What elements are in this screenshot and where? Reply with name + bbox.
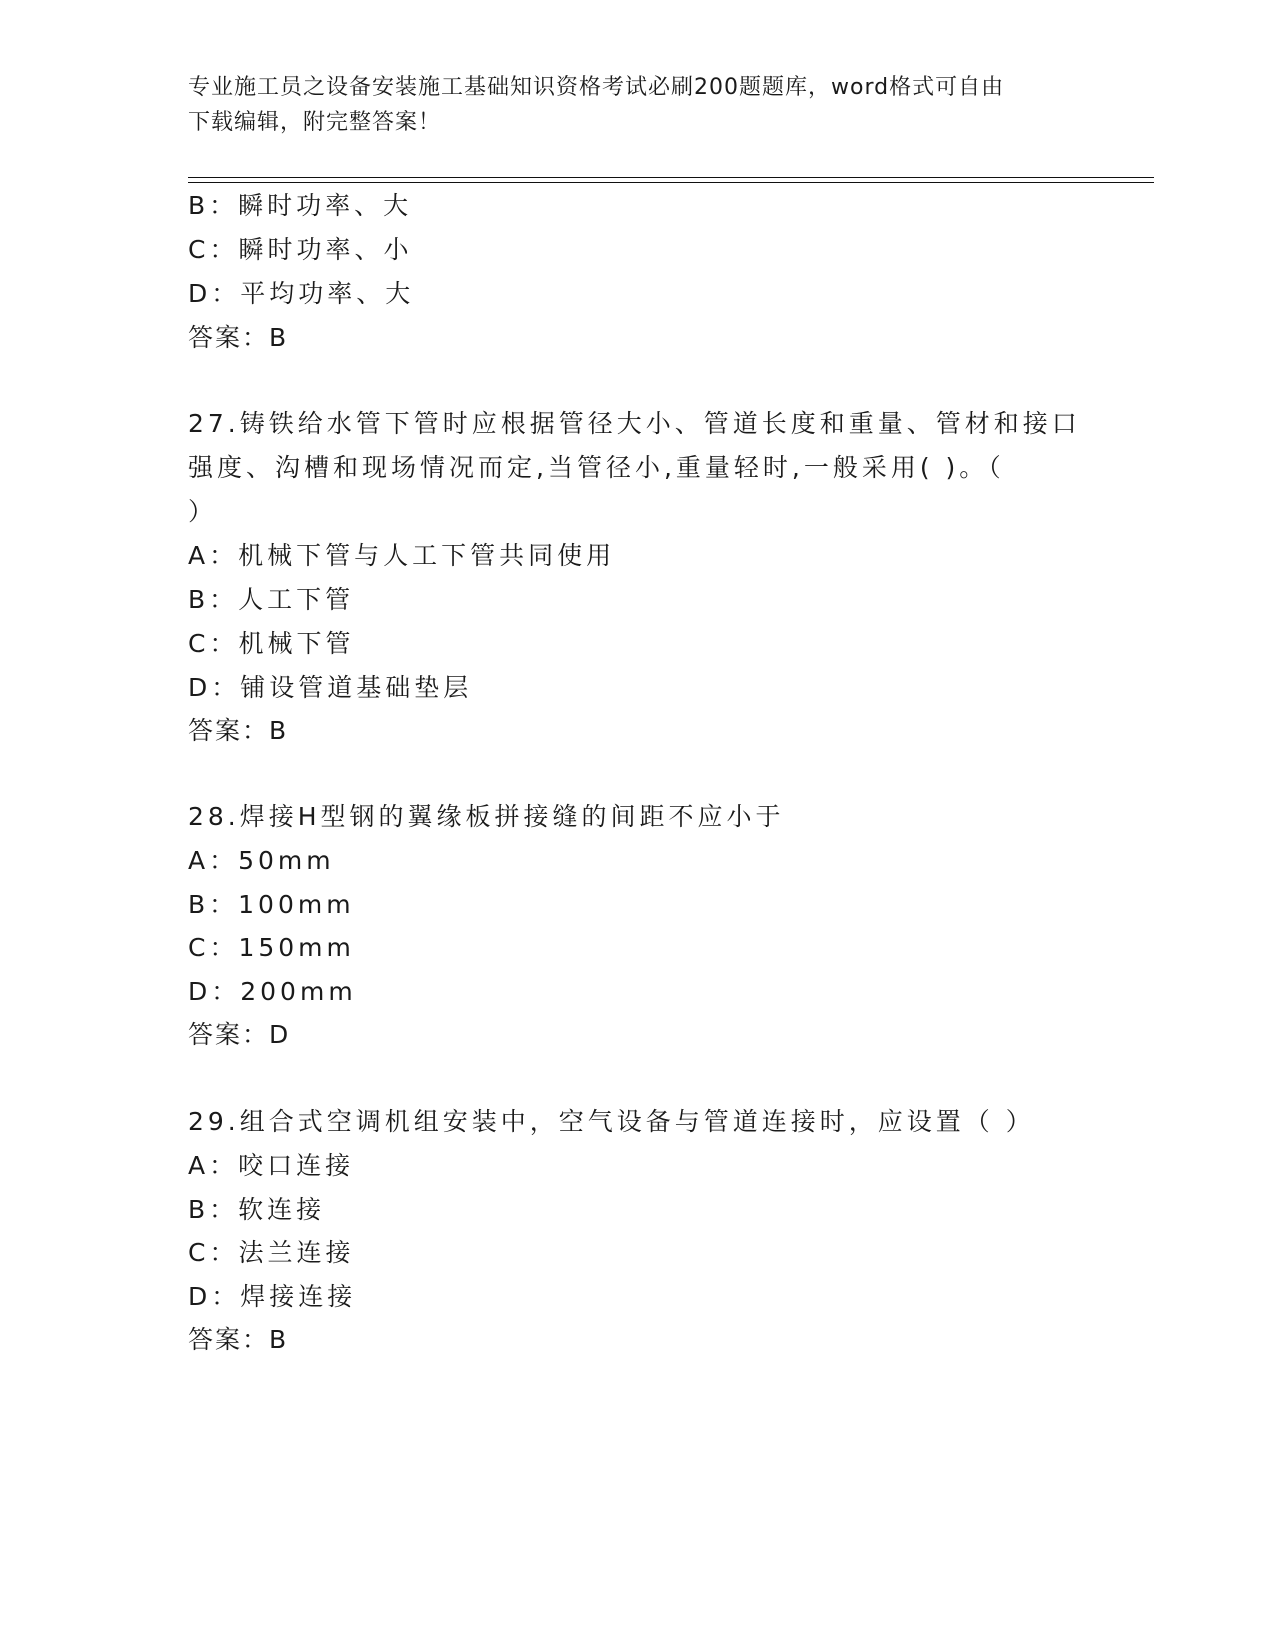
q29-stem: 29.组合式空调机组安装中，空气设备与管道连接时，应设置（ ） [188,1107,1035,1136]
q29-option-d: D：焊接连接 [188,1282,357,1311]
q29-option-c: C：法兰连接 [188,1238,355,1267]
q27-stem-line-3: ） [188,497,218,526]
q26-answer: 答案：B [188,323,289,352]
q28-option-d: D：200mm [188,977,357,1006]
q29-option-b: B：软连接 [188,1195,326,1224]
q28-option-c: C：150mm [188,933,355,962]
q27-option-a: A：机械下管与人工下管共同使用 [188,541,616,570]
q27-stem-line-2: 强度、沟槽和现场情况而定,当管径小,重量轻时,一般采用( )。（ [188,453,1005,482]
header-divider-bottom [188,182,1154,183]
document-header [188,70,1088,140]
q29-answer: 答案：B [188,1325,289,1354]
header-divider-top [188,177,1154,178]
q27-option-d: D：铺设管道基础垫层 [188,673,473,702]
q28-option-a: A：50mm [188,846,335,875]
q26-option-b: B：瞬时功率、大 [188,191,413,220]
q27-answer: 答案：B [188,716,289,745]
q27-stem-line-1: 27.铸铁给水管下管时应根据管径大小、管道长度和重量、管材和接口 [188,409,1081,438]
header-title-line-1: 专业施工员之设备安装施工基础知识资格考试必刷200题题库，word格式可自由 [188,75,1005,100]
q28-stem: 28.焊接H型钢的翼缘板拼接缝的间距不应小于 [188,802,785,831]
q26-option-c: C：瞬时功率、小 [188,235,413,264]
q26-option-d: D：平均功率、大 [188,279,415,308]
q28-option-b: B：100mm [188,890,355,919]
q27-option-b: B：人工下管 [188,585,355,614]
header-title-line-2: 下载编辑，附完整答案！ [188,110,442,135]
q27-option-c: C：机械下管 [188,629,355,658]
q29-option-a: A：咬口连接 [188,1151,355,1180]
q28-answer: 答案：D [188,1020,291,1049]
